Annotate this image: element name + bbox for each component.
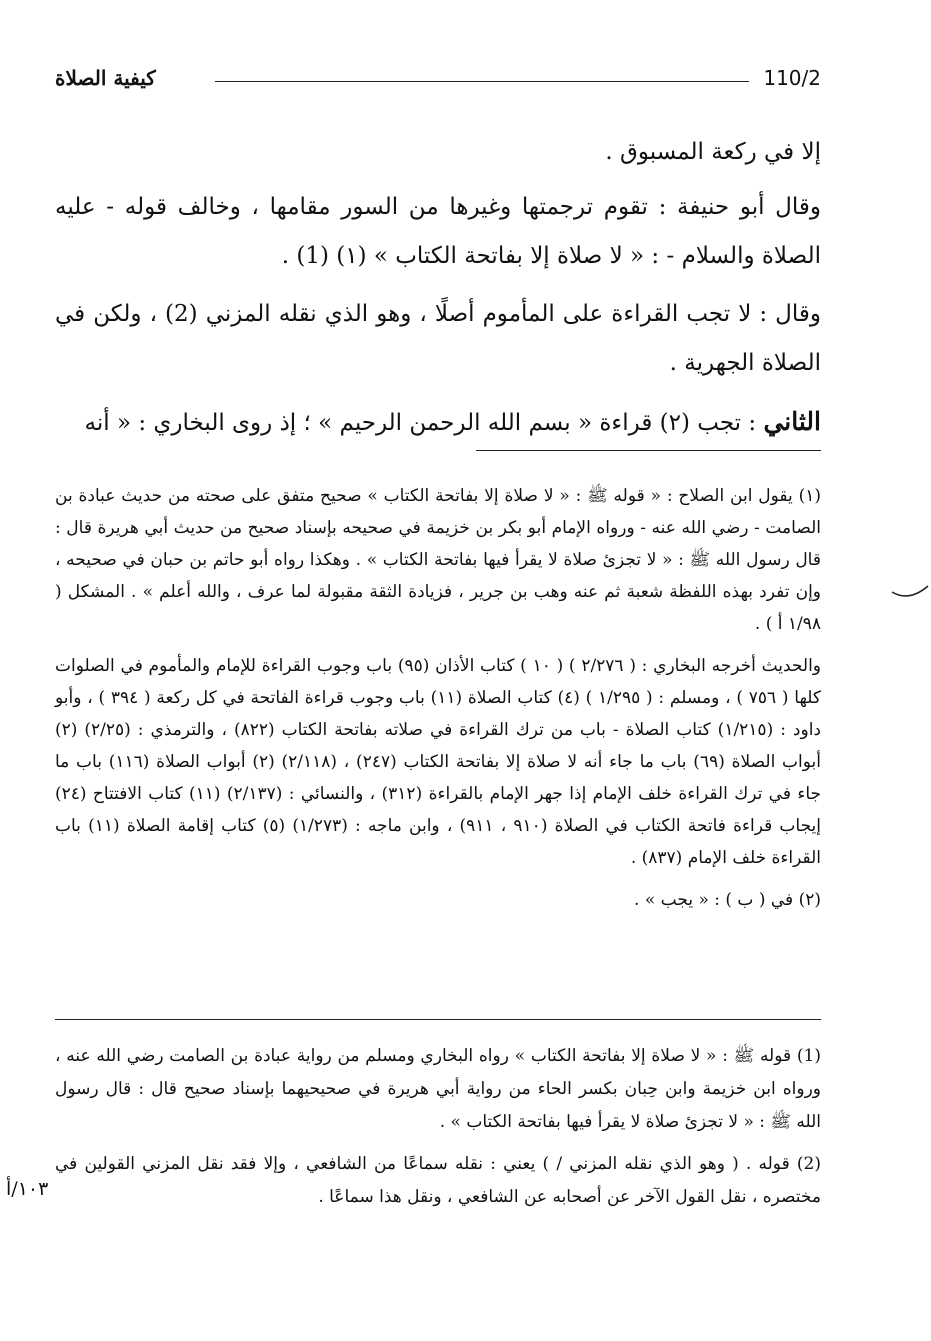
manuscript-folio-reference: ١٠٣/أ [6, 1178, 49, 1200]
footnote: (٢) في ( ب ) : « يجب » . [634, 890, 821, 910]
text-separator-rule [476, 450, 821, 451]
footnote: (١) يقول ابن الصلاح : « قوله ﷺ : « لا صلاة إلا بفاتحة الكتاب » صحيح متفق على صحته من حديث عبادة بن الصامت - رضي الله عنه - ورواه الإمام أبو بكر بن خزيمة في صحيحه بإسناد صحيح من حديث أبي هريرة قال : قال رسول الله ﷺ : « لا تجزئ صلاة لا يقرأ فيها بفاتحة الكتاب » . وهكذا رواه أبو حاتم بن حبان في صحيحه ، وإن تفرد بهذه اللفظة شعبة ثم عنه وهب بن جرير ، فزيادة الثقة مقبولة لما عرف ، والله أعلم » . المشكل ( ١/٩٨ أ ) . [55, 486, 821, 634]
running-title: كيفية الصلاة [55, 66, 156, 90]
footnote: والحديث أخرجه البخاري : ( ٢/٢٧٦ ) ( ١٠ ) كتاب الأذان (٩٥) باب وجوب القراءة للإمام والمأموم في الصلوات كلها ( ٧٥٦ ) ، ومسلم : ( ١/٢٩٥ ) (٤) كتاب الصلاة (١١) باب وجوب قراءة الفاتحة في كل ركعة ( ٣٩٤ ) ، وأبو داود : (١/٢١٥) كتاب الصلاة - باب من ترك القراءة في صلاته بفاتحة الكتاب (٨٢٢) ، والترمذي : (٢/٢٥) (٢) أبواب الصلاة (٦٩) باب ما جاء أنه لا صلاة إلا بفاتحة الكتاب (٢٤٧) ، (٢/١١٨) (٢) أبواب الصلاة (١١٦) باب ما جاء في ترك القراءة خلف الإمام إذا جهر الإمام بالقراءة (٣١٢) ، والنسائي : (٢/١٣٧) (١١) كتاب الافتتاح (٢٤) إيجاب قراءة فاتحة الكتاب في الصلاة (٩١٠ ، ٩١١) ، وابن ماجه : (١/٢٧٣) (٥) كتاب إقامة الصلاة (١١) باب القراءة خلف الإمام (٨٣٧) . [55, 656, 822, 868]
commentary-note: (2) قوله . ( وهو الذي نقله المزني / ) يعني : نقله سماعًا من الشافعي ، وإلا فقد نقل المزني القولين في مختصره ، نقل القول الآخر عن أصحابه عن الشافعي ، ونقل هذا سماعًا . [55, 1154, 821, 1207]
page-number: 110/2 [763, 66, 821, 90]
section-text: : تجب (٢) قراءة « بسم الله الرحمن الرحيم » ؛ إذ روى البخاري : « أنه [84, 410, 764, 436]
main-paragraph: وقال أبو حنيفة : تقوم ترجمتها وغيرها من السور مقامها ، وخالف قوله - عليه الصلاة والسلام - : « لا صلاة إلا بفاتحة الكتاب » (١) (1) . [55, 194, 821, 269]
editor-footnotes [55, 480, 821, 926]
page-header [55, 66, 821, 96]
commentary-note: (1) قوله ﷺ : « لا صلاة إلا بفاتحة الكتاب » رواه البخاري ومسلم من رواية عبادة بن الصامت رضي الله عنه ، ورواه ابن خزيمة وابن حِبان بكسر الحاء من رواية أبي هريرة في صحيحيهما بإسناد صحيح قال : قال رسول الله ﷺ : « لا تجزئ صلاة لا يقرأ فيها بفاتحة الكتاب » . [55, 1046, 821, 1132]
footnotes-separator-rule [55, 1019, 821, 1020]
header-rule [215, 81, 749, 82]
margin-pen-mark [890, 582, 930, 604]
main-paragraph: إلا في ركعة المسبوق . [605, 139, 821, 165]
main-paragraph [55, 397, 821, 448]
main-text [55, 128, 821, 457]
commentary-notes [55, 1040, 821, 1223]
section-keyword: الثاني [763, 407, 821, 436]
main-paragraph: وقال : لا تجب القراءة على المأموم أصلًا ، وهو الذي نقله المزني (2) ، ولكن في الصلاة الجهرية . [55, 301, 821, 376]
